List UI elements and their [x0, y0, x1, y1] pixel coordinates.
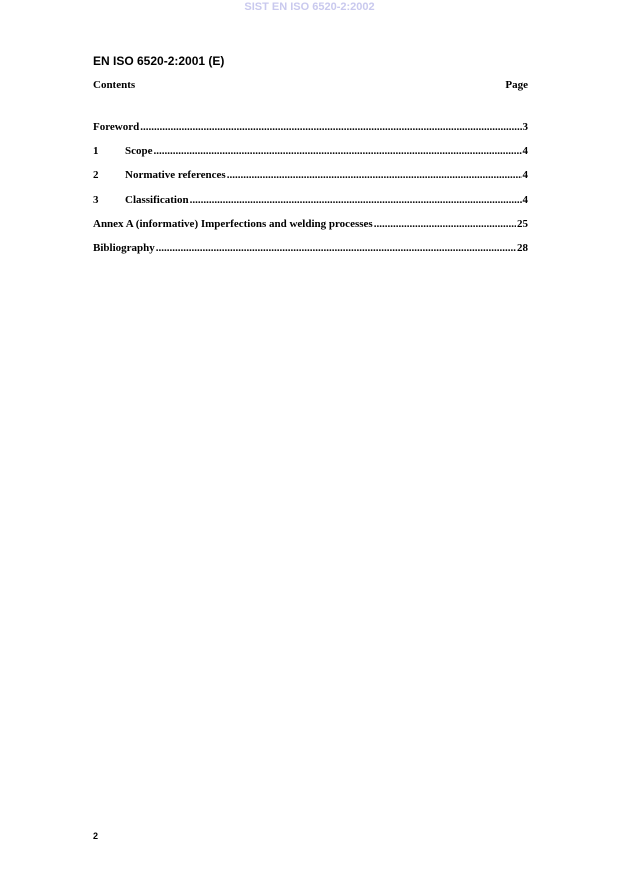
dot-leader — [227, 169, 522, 181]
toc-title: Classification — [125, 193, 189, 206]
toc-entry-annex-a[interactable] — [93, 218, 528, 242]
toc-entry-normative-references[interactable] — [93, 169, 528, 193]
table-of-contents — [93, 121, 528, 266]
toc-title: Bibliography — [93, 241, 155, 254]
toc-page: 25 — [517, 217, 528, 230]
toc-page: 3 — [522, 121, 528, 133]
dot-leader — [140, 121, 521, 133]
watermark: SIST EN ISO 6520-2:2002 — [244, 1, 375, 13]
toc-page: 4 — [522, 145, 528, 158]
toc-page: 28 — [517, 241, 528, 254]
page-column-heading: Page — [505, 79, 528, 91]
dot-leader — [154, 145, 522, 157]
toc-page: 4 — [522, 169, 528, 182]
toc-title: Scope — [125, 145, 153, 158]
toc-title: Annex A (informative) Imperfections and welding processes — [93, 217, 373, 230]
toc-title: Normative references — [125, 169, 226, 182]
toc-number: 1 — [93, 145, 99, 158]
contents-heading: Contents — [93, 79, 136, 91]
dot-leader — [190, 194, 522, 206]
toc-entry-classification[interactable] — [93, 194, 528, 218]
page-number: 2 — [93, 831, 99, 841]
toc-entry-foreword[interactable] — [93, 121, 528, 145]
dot-leader — [374, 218, 516, 230]
toc-title: Foreword — [93, 121, 140, 133]
toc-entry-scope[interactable] — [93, 145, 528, 169]
toc-page: 4 — [522, 193, 528, 206]
document-header: EN ISO 6520-2:2001 (E) — [93, 54, 225, 68]
toc-number: 3 — [93, 193, 99, 206]
toc-number: 2 — [93, 169, 99, 182]
dot-leader — [156, 242, 516, 254]
toc-entry-bibliography[interactable] — [93, 242, 528, 266]
